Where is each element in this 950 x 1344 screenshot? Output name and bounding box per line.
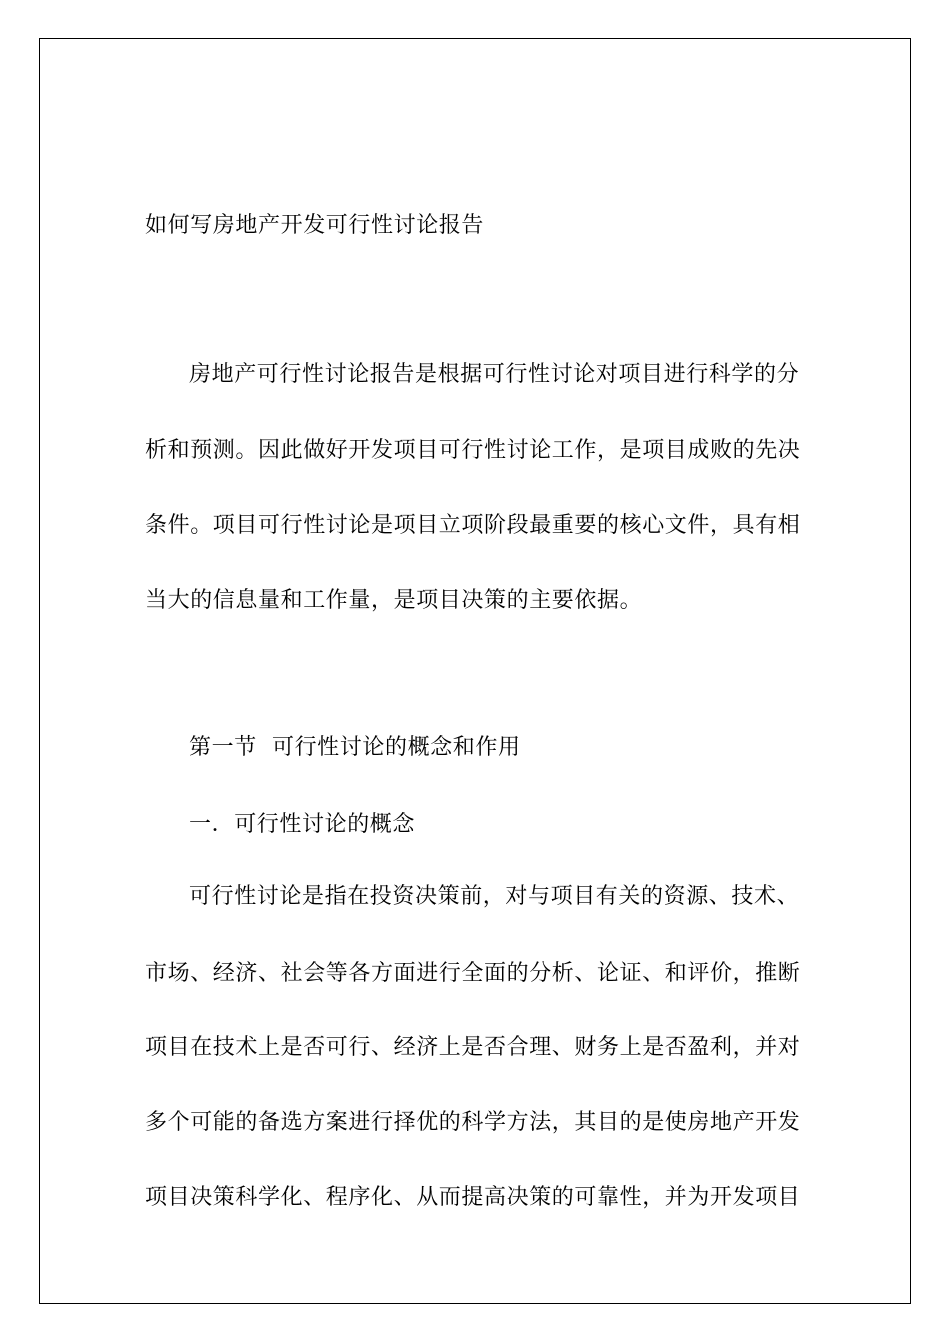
intro-line-4: 当大的信息量和工作量，是项目决策的主要依据。 xyxy=(145,588,643,613)
intro-line-3: 条件。项目可行性讨论是项目立项阶段最重要的核心文件，具有相 xyxy=(145,513,801,538)
body-line-3: 项目在技术上是否可行、经济上是否合理、财务上是否盈利，并对 xyxy=(145,1035,801,1060)
body-line-1: 可行性讨论是指在投资决策前，对与项目有关的资源、技术、 xyxy=(189,884,800,909)
intro-line-1: 房地产可行性讨论报告是根据可行性讨论对项目进行科学的分 xyxy=(189,362,800,387)
subsection-heading: 一．可行性讨论的概念 xyxy=(189,812,416,837)
body-line-5: 项目决策科学化、程序化、从而提高决策的可靠性，并为开发项目 xyxy=(145,1185,801,1210)
section-heading: 第一节 可行性讨论的概念和作用 xyxy=(189,735,521,760)
document-title: 如何写房地产开发可行性讨论报告 xyxy=(145,213,485,238)
body-line-2: 市场、经济、社会等各方面进行全面的分析、论证、和评价，推断 xyxy=(145,961,801,986)
intro-line-2: 析和预测。因此做好开发项目可行性讨论工作，是项目成败的先决 xyxy=(145,438,801,463)
body-line-4: 多个可能的备选方案进行择优的科学方法，其目的是使房地产开发 xyxy=(145,1110,801,1135)
